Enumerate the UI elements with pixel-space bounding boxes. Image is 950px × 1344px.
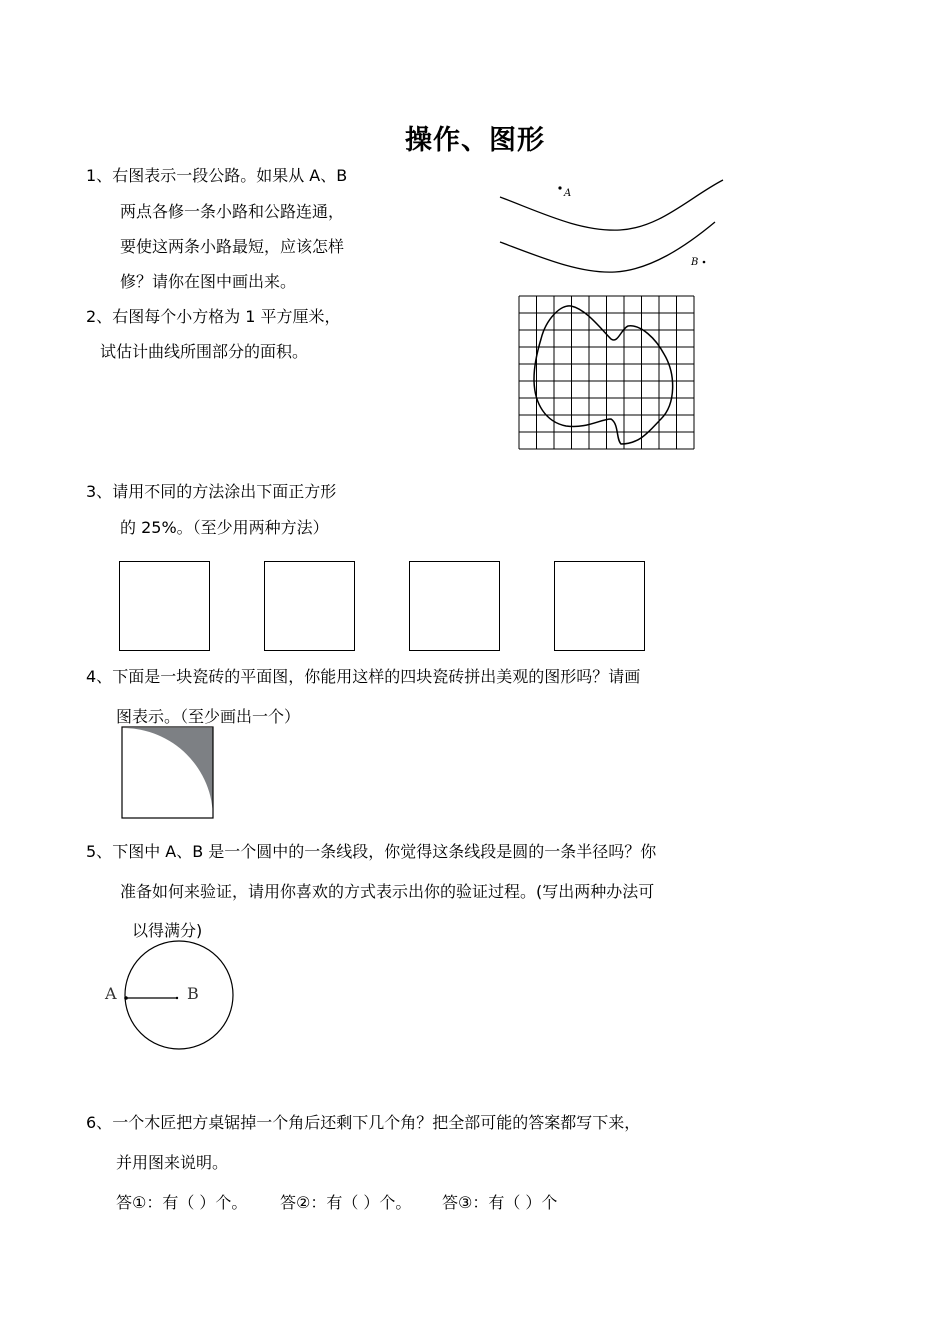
tile-shaded-region	[123, 728, 213, 818]
square-3[interactable]	[409, 561, 500, 651]
question-number: 5、	[86, 842, 113, 861]
answer-3: 答③：有（ ）个	[442, 1193, 558, 1212]
question-text: 右图每个小方格为 1 平方厘米，	[112, 307, 341, 326]
answer-1: 答①：有（ ）个。	[116, 1193, 248, 1212]
point-b-dot	[176, 997, 178, 999]
circle-outline	[125, 941, 233, 1049]
circle-diagram	[95, 935, 245, 1055]
question-text: 要使这两条小路最短，应该怎样	[120, 237, 345, 256]
question-text: 并用图来说明。	[116, 1153, 229, 1172]
question-text: 的 25%。（至少用两种方法）	[120, 518, 329, 537]
grid-lines	[519, 296, 694, 449]
question-text: 下图中 A、B 是一个圆中的一条线段，你觉得这条线段是圆的一条半径吗？你	[112, 842, 657, 861]
tile-diagram	[121, 726, 215, 820]
question-text: 下面是一块瓷砖的平面图，你能用这样的四块瓷砖拼出美观的图形吗？请画	[112, 667, 641, 686]
point-a-label: A	[105, 984, 117, 1003]
question-text: 以得满分)	[132, 921, 203, 940]
point-a-dot	[124, 996, 128, 1000]
square-4[interactable]	[554, 561, 645, 651]
question-text: 试估计曲线所围部分的面积。	[100, 342, 309, 361]
point-b-label: B	[691, 257, 699, 268]
square-1[interactable]	[119, 561, 210, 651]
point-a-label: A	[564, 188, 572, 199]
question-text: 图表示。（至少画出一个）	[116, 707, 301, 726]
grid-curve-diagram	[516, 294, 698, 451]
question-number: 6、	[86, 1113, 113, 1132]
closed-curve	[534, 306, 673, 444]
question-text: 右图表示一段公路。如果从 A、B	[112, 166, 348, 185]
point-b-label: B	[187, 984, 199, 1003]
square-2[interactable]	[264, 561, 355, 651]
question-text: 请用不同的方法涂出下面正方形	[112, 482, 337, 501]
point-b-dot	[703, 261, 706, 264]
point-a-dot	[558, 186, 561, 189]
page-title: 操作、图形	[405, 125, 545, 156]
question-number: 1、	[86, 166, 113, 185]
question-number: 4、	[86, 667, 113, 686]
answer-2: 答②：有（ ）个。	[280, 1193, 412, 1212]
question-text: 修？请你在图中画出来。	[120, 272, 297, 291]
question-text: 一个木匠把方桌锯掉一个角后还剩下几个角？把全部可能的答案都写下来，	[112, 1113, 641, 1132]
question-number: 2、	[86, 307, 113, 326]
question-text: 准备如何来验证，请用你喜欢的方式表示出你的验证过程。(写出两种办法可	[120, 882, 655, 901]
question-number: 3、	[86, 482, 113, 501]
question-text: 两点各修一条小路和公路连通，	[120, 202, 345, 221]
road-diagram	[495, 172, 730, 282]
